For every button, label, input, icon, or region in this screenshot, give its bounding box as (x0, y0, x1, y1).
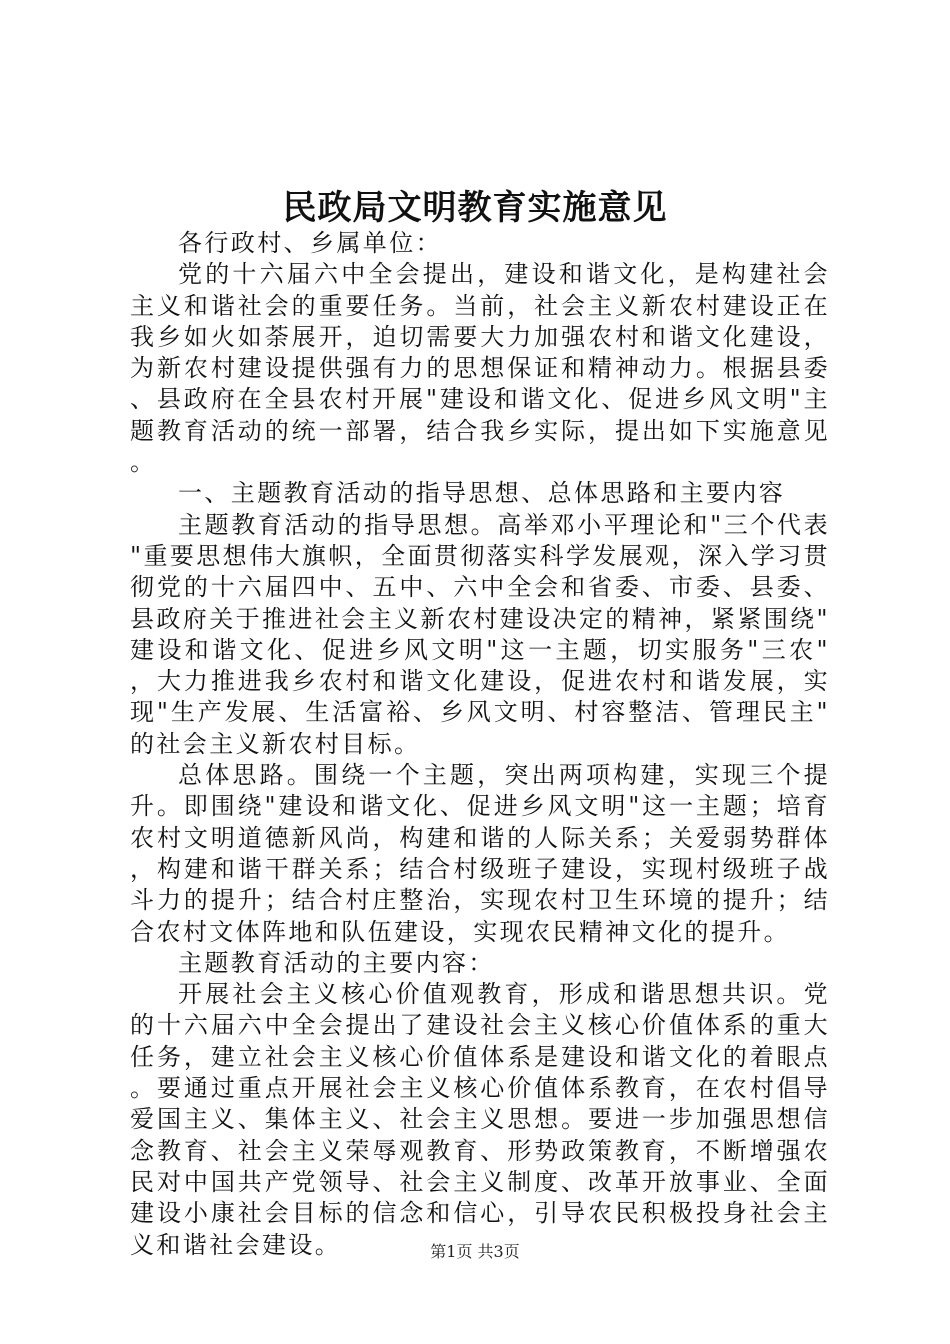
document-title: 民政局文明教育实施意见 (282, 188, 668, 228)
page-number-footer: 第1页 共3页 (430, 1242, 520, 1261)
section-heading: 一、主题教育活动的指导思想、总体思路和主要内容 (178, 479, 786, 508)
overall-approach-paragraph: 总体思路。围绕一个主题，突出两项构建，实现三个提升。即围绕"建设和谐文化、促进乡风文明"这一主题；培育农村文明道德新风尚，构建和谐的人际关系；关爱弱势群体，构建和谐干群关系；结合村级班子建设，实现村级班子战斗力的提升；结合村庄整治，实现农村卫生环境的提升；结合农村文体阵地和队伍建设，实现农民精神文化的提升。 (130, 761, 830, 946)
guiding-ideology-paragraph: 主题教育活动的指导思想。高举邓小平理论和"三个代表"重要思想伟大旗帜，全面贯彻落实科学发展观，深入学习贯彻党的十六届四中、五中、六中全会和省委、市委、县委、县政府关于推进社会主义新农村建设决定的精神，紧紧围绕"建设和谐文化、促进乡风文明"这一主题，切实服务"三农"，大力推进我乡农村和谐文化建设，促进农村和谐发展，实现"生产发展、生活富裕、乡风文明、村容整洁、管理民主"的社会主义新农村目标。 (130, 510, 830, 758)
intro-paragraph: 党的十六届六中全会提出，建设和谐文化，是构建社会主义和谐社会的重要任务。当前，社会主义新农村建设正在我乡如火如荼展开，迫切需要大力加强农村和谐文化建设，为新农村建设提供强有力的思想保证和精神动力。根据县委、县政府在全县农村开展"建设和谐文化、促进乡风文明"主题教育活动的统一部署，结合我乡实际，提出如下实施意见。 (130, 260, 830, 477)
document-body (130, 228, 830, 1261)
main-content-heading: 主题教育活动的主要内容： (178, 948, 495, 977)
core-values-paragraph: 开展社会主义核心价值观教育，形成和谐思想共识。党的十六届六中全会提出了建设社会主义核心价值体系的重大任务，建立社会主义核心价值体系是建设和谐文化的着眼点。要通过重点开展社会主义核心价值体系教育，在农村倡导爱国主义、集体主义、社会主义思想。要进一步加强思想信念教育、社会主义荣辱观教育、形势政策教育，不断增强农民对中国共产党领导、社会主义制度、改革开放事业、全面建设小康社会目标的信念和信心，引导农民积极投身社会主义和谐社会建设。 (130, 980, 830, 1259)
salutation-paragraph: 各行政村、乡属单位： (178, 229, 442, 257)
